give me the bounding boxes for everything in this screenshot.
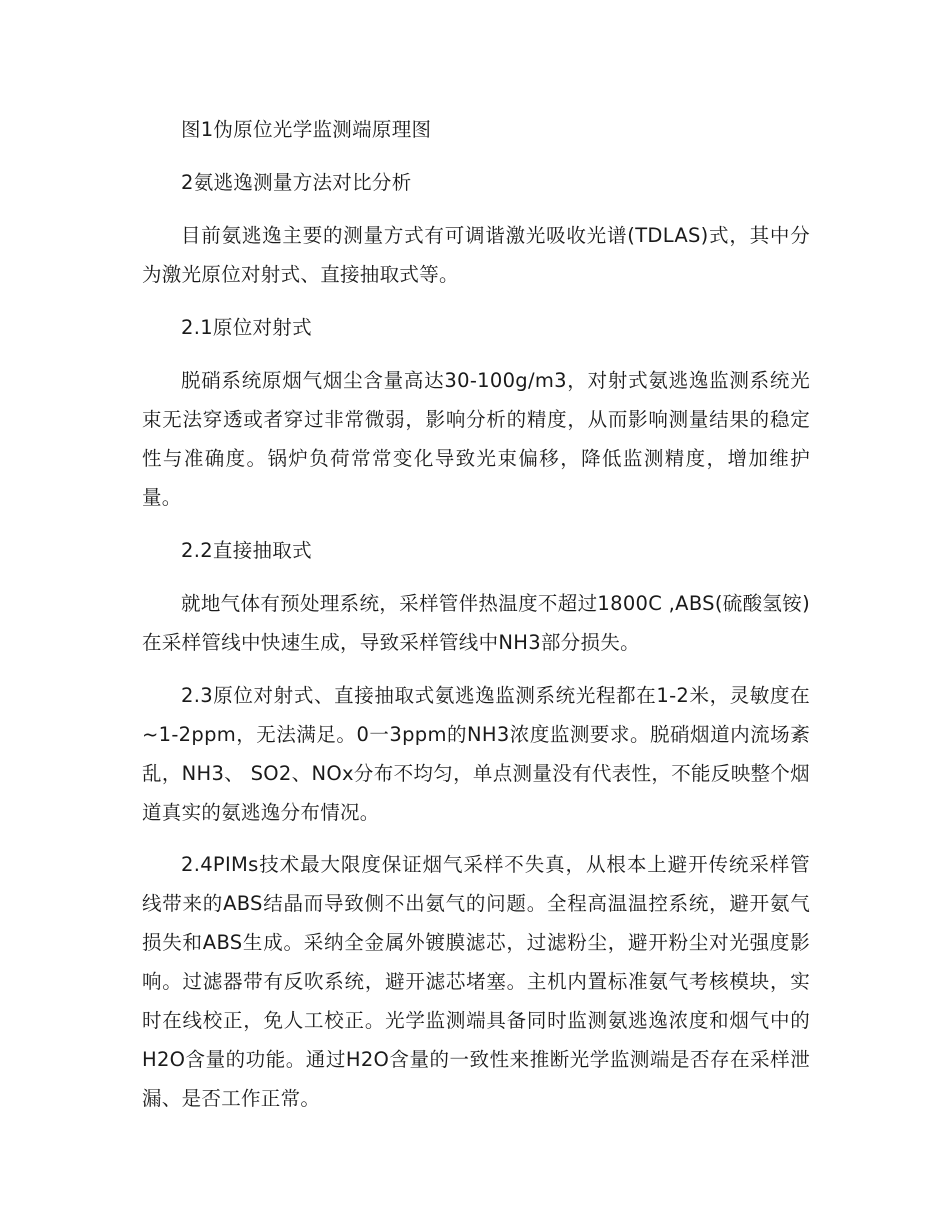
- section-heading-2-2: 2.2直接抽取式: [181, 539, 312, 562]
- paragraph-2-4: 2.4PIMs技术最大限度保证烟气采样不失真，从根本上避开传统采样管线带来的ABS结晶而导致侧不出氨气的问题。全程高温温控系统，避开氨气损失和ABS生成。采纳全金属外镀膜滤芯，过滤粉尘，避开粉尘对光强度影响。过滤器带有反吹系统，避开滤芯堵塞。主机内置标准氨气考核模块，实时在线校正，免人工校正。光学监测端具备同时监测氨逃逸浓度和烟气中的H2O含量的功能。通过H2O含量的一致性来推断光学监测端是否存在采样泄漏、是否工作正常。: [142, 853, 810, 1110]
- paragraph-2-2: 就地气体有预处理系统，采样管伴热温度不超过1800C ,ABS(硫酸氢铵)在采样管线中快速生成，导致采样管线中NH3部分损失。: [142, 592, 810, 654]
- section-heading-2-1: 2.1原位对射式: [181, 316, 312, 339]
- document-body: [142, 110, 810, 1118]
- paragraph-2-3: 2.3原位对射式、直接抽取式氨逃逸监测系统光程都在1-2米，灵敏度在~1-2ppm，无法满足。0一3ppm的NH3浓度监测要求。脱硝烟道内流场紊乱，NH3、 SO2、NOx分布不均匀，单点测量没有代表性，不能反映整个烟道真实的氨逃逸分布情况。: [142, 684, 810, 824]
- paragraph-2-1: 脱硝系统原烟气烟尘含量高达30-100g/m3，对射式氨逃逸监测系统光束无法穿透或者穿过非常微弱，影响分析的精度，从而影响测量结果的稳定性与准确度。锅炉负荷常常变化导致光束偏移，降低监测精度，增加维护量。: [142, 369, 810, 509]
- figure-caption: 图1伪原位光学监测端原理图: [181, 118, 432, 141]
- section-heading-2: 2氨逃逸测量方法对比分析: [181, 171, 412, 194]
- paragraph-intro: 目前氨逃逸主要的测量方式有可调谐激光吸收光谱(TDLAS)式，其中分为激光原位对射式、直接抽取式等。: [142, 224, 810, 286]
